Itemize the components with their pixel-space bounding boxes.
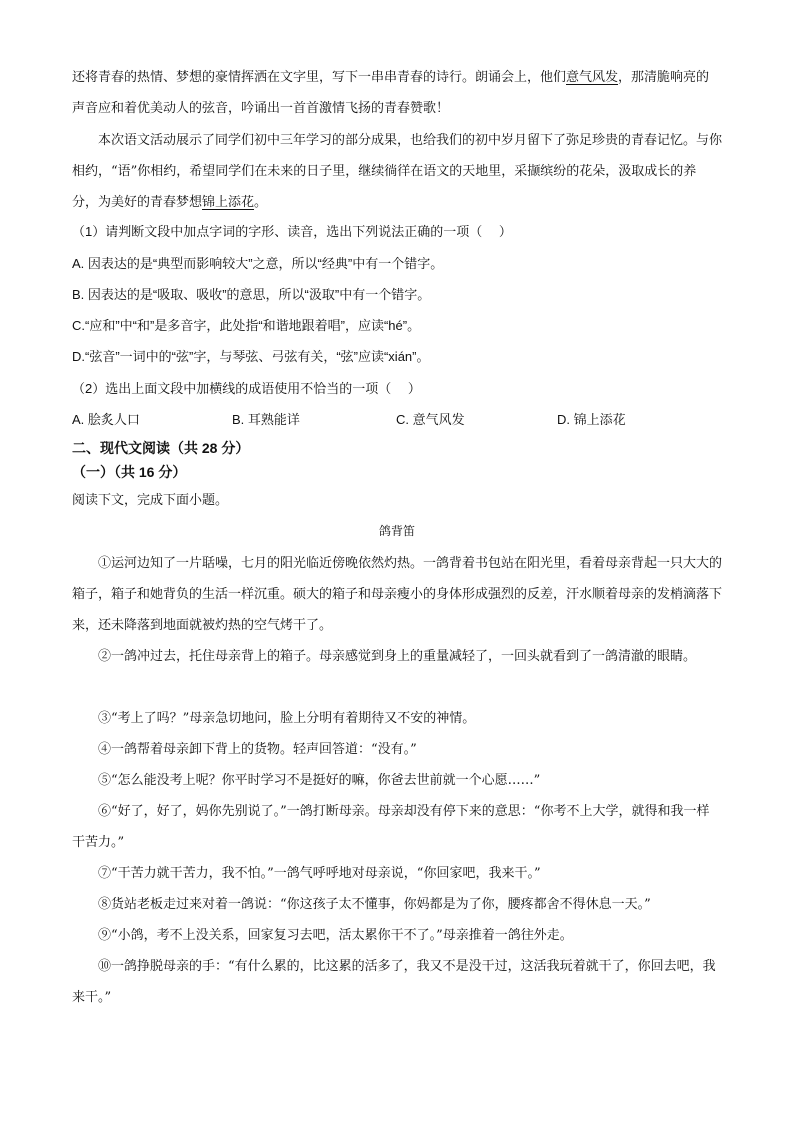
question-1-option-b: B. 因表达的是“吸取、吸收”的意思，所以“汲取”中有一个错字。 <box>72 287 431 302</box>
question-1-stem: （1）请判断文段中加点字词的字形、读音，选出下列说法正确的一项（ ） <box>72 224 512 239</box>
essay-paragraph: ①运河边知了一片聒噪，七月的阳光临近傍晚依然灼热。一鸽背着书包站在阳光里，看着母亲背起一只大大的箱子，箱子和她背负的生活一样沉重。硕大的箱子和母亲瘦小的身体形成强烈的反差，汗水顺着母亲的发梢滴落下来，还未降落到地面就被灼热的空气烤干了。 <box>72 556 723 633</box>
question-2-stem: （2）选出上面文段中加横线的成语使用不恰当的一项（ ） <box>72 381 421 396</box>
intro-paragraph-1 <box>72 62 722 124</box>
reading-instruction: 阅读下文，完成下面小题。 <box>72 492 229 507</box>
underlined-idiom: 锦上添花 <box>202 195 255 210</box>
essay-paragraph: ⑤“怎么能没考上呢？你平时学习不是挺好的嘛，你爸去世前就一个心愿……” <box>98 773 541 788</box>
essay-title: 鸽背笛 <box>378 524 415 538</box>
essay-paragraph: ⑦“干苦力就干苦力，我不怕。”一鸽气呼呼地对母亲说，“你回家吧，我来干。” <box>98 866 541 881</box>
intro-text: 本次语文活动展示了同学们初中三年学习的部分成果，也给我们的初中岁月留下了弥足珍贵的青春记忆。与你相约，“语”你相约，希望同学们在未来的日子里，继续徜徉在语文的天地里，采撷缤纷的花朵，汲取成长的养分，为美好的青春梦想 <box>72 133 723 210</box>
intro-paragraph-2 <box>72 125 722 218</box>
underlined-idiom: 意气风发 <box>566 70 619 85</box>
essay-paragraph: ⑧货站老板走过来对着一鸽说：“你这孩子太不懂事，你妈都是为了你，腰疼都舍不得休息一天。” <box>98 897 651 912</box>
question-2-option-a: A. 脍炙人口 <box>72 412 140 427</box>
question-2-option-c: C. 意气风发 <box>396 412 465 427</box>
essay-paragraph: ⑩一鸽挣脱母亲的手：“有什么累的，比这累的活多了，我又不是没干过，这活我玩着就干了，你回去吧，我来干。” <box>72 959 716 1005</box>
intro-text: ，那清脆响亮的声音应和着优美动人的弦音，吟诵出一首首激情飞扬的青春赞歌！ <box>72 70 710 116</box>
question-1-option-a: A. 因表达的是“典型而影响较大”之意，所以“经典”中有一个错字。 <box>72 256 444 271</box>
question-2-option-d: D. 锦上添花 <box>557 412 626 427</box>
intro-text: 。 <box>254 195 268 210</box>
question-1-option-c: C.“应和”中“和”是多音字，此处指“和谐地跟着唱”，应读“hé”。 <box>72 318 421 333</box>
essay-paragraph: ⑥“好了，好了，妈你先别说了。”一鸽打断母亲。母亲却没有停下来的意思：“你考不上大学，就得和我一样干苦力。” <box>72 804 710 850</box>
question-2-option-b: B. 耳熟能详 <box>232 412 300 427</box>
section-subtitle: （一）（共 16 分） <box>72 464 187 480</box>
question-1-option-d: D.“弦音”一词中的“弦”字，与琴弦、弓弦有关，“弦”应读“xián”。 <box>72 349 430 364</box>
essay-paragraph: ⑨“小鸽，考不上没关系，回家复习去吧，活太累你干不了。”母亲推着一鸽往外走。 <box>98 928 573 943</box>
essay-paragraph: ④一鸽帮着母亲卸下背上的货物。轻声回答道：“没有。” <box>98 742 417 757</box>
section-title: 二、现代文阅读（共 28 分） <box>72 440 250 456</box>
essay-paragraph: ③“考上了吗？”母亲急切地问，脸上分明有着期待又不安的神情。 <box>98 711 476 726</box>
intro-text: 还将青春的热情、梦想的豪情挥洒在文字里，写下一串串青春的诗行。朗诵会上，他们 <box>72 70 567 85</box>
essay-paragraph: ②一鸽冲过去，托住母亲背上的箱子。母亲感觉到身上的重量减轻了，一回头就看到了一鸽清澈的眼睛。 <box>98 649 697 664</box>
